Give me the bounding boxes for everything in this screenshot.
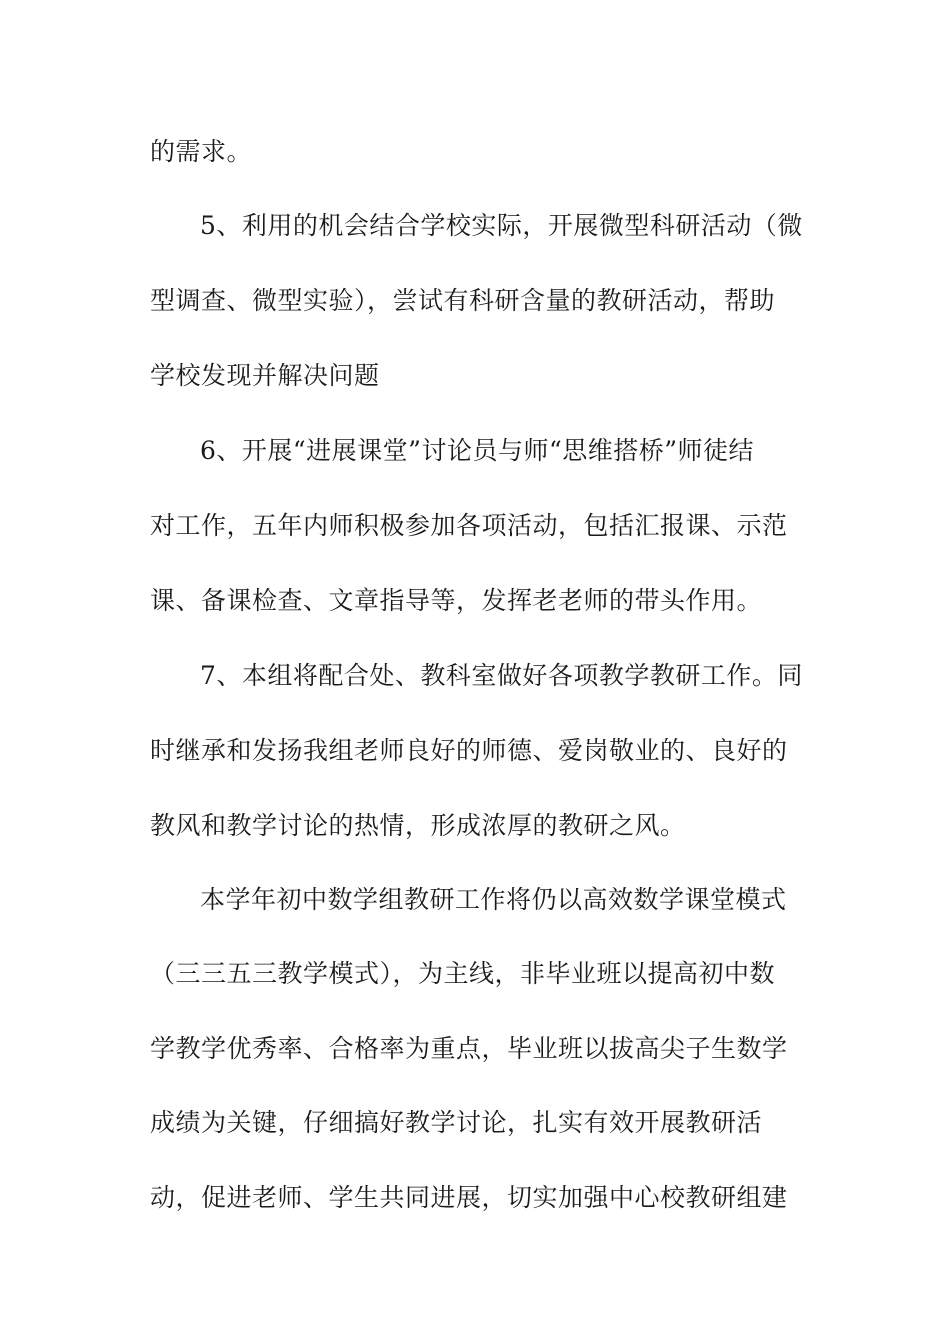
text-line-1: 的需求。 — [150, 137, 253, 166]
text-line-15: 动，促进老师、学生共同进展，切实加强中心校教研组建 — [150, 1183, 788, 1212]
text-line-5: 6、开展“进展课堂”讨论员与师“思维搭桥”师徒结 — [200, 436, 755, 465]
text-line-7: 课、备课检查、文章指导等，发挥老老师的带头作用。 — [150, 586, 763, 615]
text-line-3: 型调查、微型实验），尝试有科研含量的教研活动，帮助 — [150, 286, 776, 315]
text-line-12: （三三五三教学模式），为主线，非毕业班以提高初中数 — [150, 959, 776, 988]
text-line-14: 成绩为关键，仔细搞好教学讨论，扎实有效开展教研活 — [150, 1108, 763, 1137]
text-line-9: 时继承和发扬我组老师良好的师德、爱岗敬业的、良好的 — [150, 736, 788, 765]
text-line-13: 学教学优秀率、合格率为重点，毕业班以拔高尖子生数学 — [150, 1034, 788, 1063]
text-line-6: 对工作，五年内师积极参加各项活动，包括汇报课、示范 — [150, 511, 788, 540]
text-line-11: 本学年初中数学组教研工作将仍以高效数学课堂模式 — [200, 885, 787, 914]
text-line-4: 学校发现并解决问题 — [150, 361, 380, 390]
text-line-2: 5、利用的机会结合学校实际，开展微型科研活动（微 — [200, 211, 803, 240]
text-line-10: 教风和教学讨论的热情，形成浓厚的教研之风。 — [150, 811, 686, 840]
text-line-8: 7、本组将配合处、教科室做好各项教学教研工作。同 — [200, 661, 803, 690]
